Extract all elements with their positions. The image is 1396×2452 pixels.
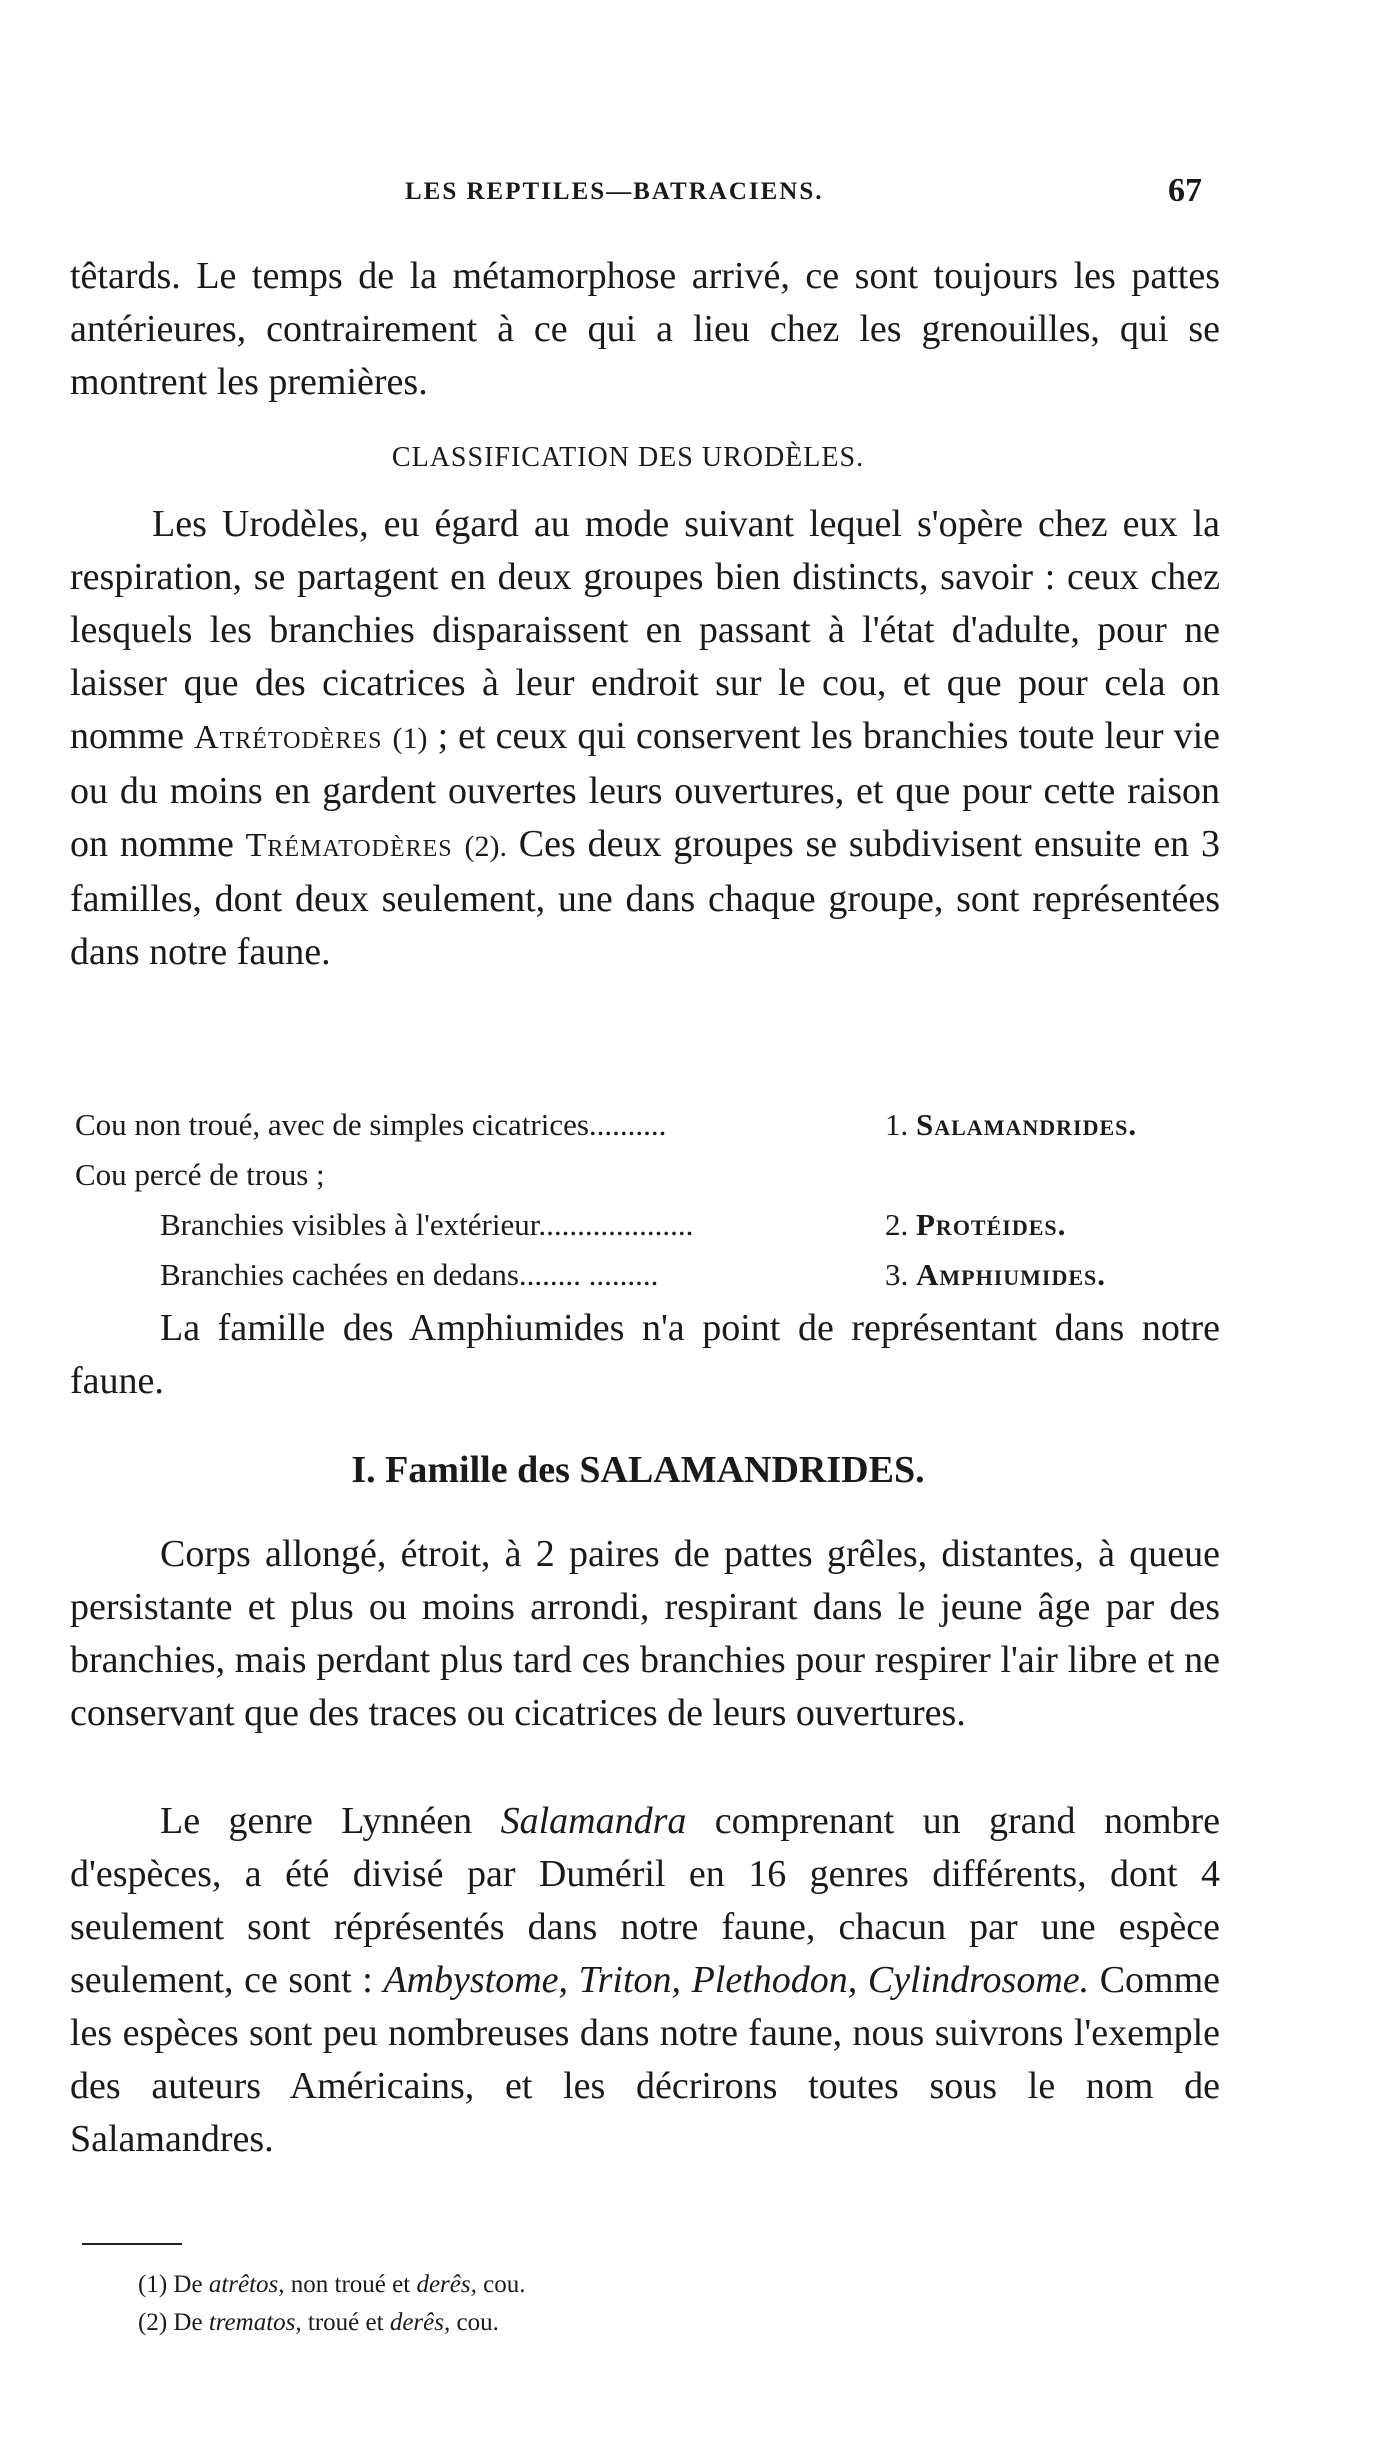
- key-row-text: Cou percé de trous ;: [75, 1157, 325, 1192]
- footnote-ref-1: (1): [392, 722, 428, 755]
- key-row-number: 3.: [885, 1257, 909, 1292]
- key-row-text: Cou non troué, avec de simples cicatrices..........: [75, 1107, 667, 1142]
- key-row-text: Branchies cachées en dedans........ .........: [160, 1257, 659, 1292]
- term-atretoderes: Atrétodères: [194, 719, 383, 756]
- key-row-result: [885, 1200, 1066, 1250]
- classification-heading: CLASSIFICATION DES URODÈLES.: [391, 442, 865, 473]
- footnote-1: [138, 2268, 525, 2302]
- running-head: [0, 172, 1396, 218]
- footnote-2-text: troué et: [307, 2309, 384, 2336]
- key-row-number: 2.: [885, 1207, 909, 1242]
- paragraph-amphiumides: La famille des Amphiumides n'a point de représentant dans notre faune.: [70, 1307, 1220, 1402]
- paragraph-corps: Corps allongé, étroit, à 2 paires de pattes grêles, distantes, à queue persistante et plus ou moins arrondi, respirant dans le jeune âge par des branchies, mais perdant plus tard ces branchies pour respirer l'air libre et ne conservant que des traces ou cicatrices de leurs ouvertures.: [70, 1533, 1220, 1734]
- paragraph-urodeles-part-a: Les Urodèles, eu égard au mode suivant lequel s'opère chez eux la respiration, se partagent en deux groupes bien distincts, savoir : ceux chez lesquels les branchies disparaissent en passant à l'état d'adulte, pour ne laisser que des cicatrices à leur endroit sur le cou, et que pour cela on nomme: [70, 503, 1220, 757]
- genus-plethodon: Plethodon,: [691, 1959, 858, 2001]
- paragraph-urodeles-part-b: ; et ceux qui conservent les branchies toute leur vie ou du moins en gardent ouvertes leurs ouvertures, et que pour cette raison on nomme: [70, 715, 1221, 865]
- key-row-family: Protéides.: [916, 1207, 1067, 1242]
- page-number: 67: [1168, 172, 1202, 209]
- key-row-family: Amphiumides.: [916, 1257, 1107, 1292]
- genus-cylindrosome: Cylindrosome.: [867, 1959, 1090, 2001]
- genus-triton: Triton,: [578, 1959, 682, 2001]
- family-heading: I. Famille des SALAMANDRIDES.: [351, 1449, 925, 1491]
- paragraph-genre: [70, 1795, 1220, 2166]
- term-trematoderes: Trématodères: [245, 827, 453, 864]
- paragraph-genre-part-a: Le genre Lynnéen: [160, 1800, 473, 1842]
- genus-ambystome: Ambystome,: [383, 1959, 569, 2001]
- key-row-result: [885, 1250, 1106, 1300]
- footnote-2-text: De: [173, 2309, 203, 2336]
- footnote-2-text: cou.: [456, 2309, 499, 2336]
- footnote-rule: [82, 2243, 182, 2245]
- footnote-2-mark: (2): [138, 2309, 168, 2336]
- key-row-text: Branchies visibles à l'extérieur....................: [160, 1207, 694, 1242]
- key-row-result: [885, 1100, 1137, 1150]
- footnote-1-text: cou.: [483, 2271, 526, 2298]
- paragraph-urodeles: [70, 498, 1220, 979]
- footnote-1-mark: (1): [138, 2271, 168, 2298]
- paragraph-genre-part-c: Comme les espèces sont peu nombreuses dans notre faune, nous suivrons l'exemple des auteurs Américains, et les décrirons toutes sous le nom de Salamandres.: [70, 1959, 1221, 2160]
- key-row-family: Salamandrides.: [916, 1107, 1138, 1142]
- running-title: LES REPTILES—BATRACIENS.: [405, 178, 824, 205]
- footnote-1-text: non troué et: [290, 2271, 411, 2298]
- footnote-2: [138, 2306, 499, 2340]
- footnote-1-term: atrêtos,: [208, 2271, 285, 2298]
- footnote-2-term: trematos,: [208, 2309, 302, 2336]
- footnote-1-text: De: [173, 2271, 203, 2298]
- genus-salamandra: Salamandra: [500, 1800, 687, 1842]
- paragraph-urodeles-part-c: Ces deux groupes se subdivisent ensuite en 3 familles, dont deux seulement, une dans chaque groupe, sont représentées dans notre faune.: [70, 823, 1221, 973]
- paragraph-tetards: têtards. Le temps de la métamorphose arrivé, ce sont toujours les pattes antérieures, contrairement à ce qui a lieu chez les grenouilles, qui se montrent les premières.: [70, 255, 1220, 403]
- key-row-number: 1.: [885, 1107, 909, 1142]
- footnote-ref-2: (2).: [464, 830, 507, 863]
- paragraph-genre-part-b: comprenant un grand nombre d'espèces, a été divisé par Duméril en 16 genres différents, dont 4 seulement sont réprésentés dans notre faune, chacun par une espèce seulement, ce sont :: [70, 1800, 1221, 2001]
- footnote-2-term: derês,: [389, 2309, 451, 2336]
- footnote-1-term: derês,: [416, 2271, 477, 2298]
